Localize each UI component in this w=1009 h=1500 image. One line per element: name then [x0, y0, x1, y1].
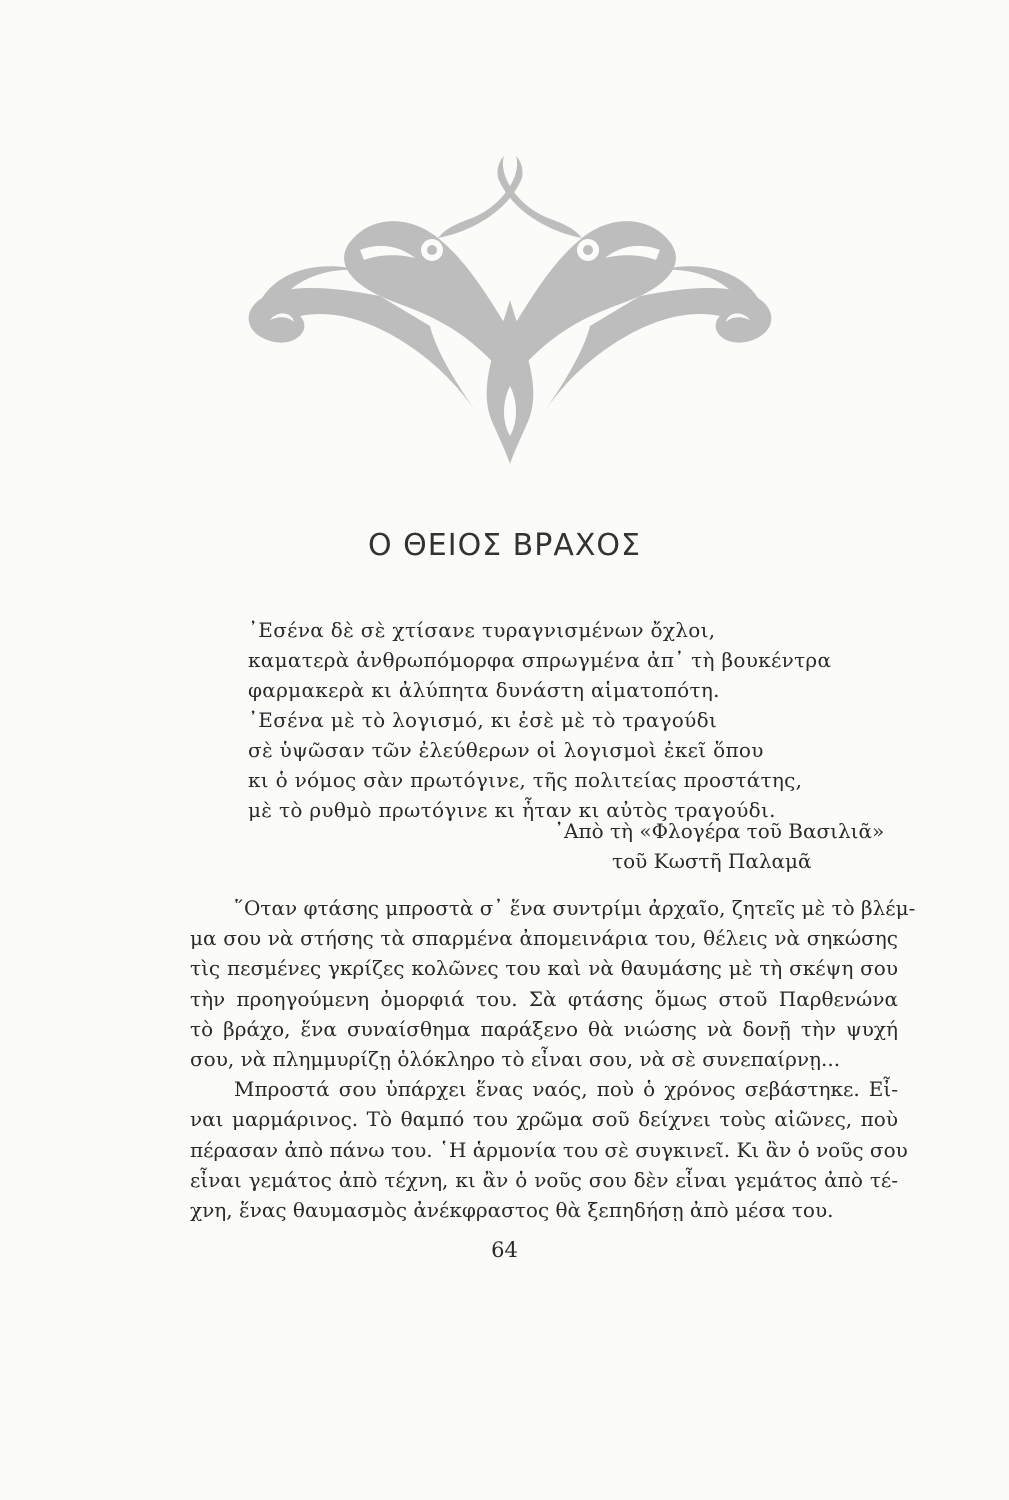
- poem-line: μὲ τὸ ρυθμὸ πρωτόγινε κι ἦταν κι αὐτὸς τραγούδι.: [248, 798, 776, 822]
- poem-line: φαρμακερὰ κι ἀλύπητα δυνάστη αἱματοπότη.: [248, 678, 720, 702]
- symmetric-birds-ornament-icon: [240, 150, 780, 465]
- epigraph-source: ᾿Απὸ τὴ «Φλογέρα τοῦ Βασιλιᾶ»: [554, 819, 885, 843]
- poem-line: καματερὰ ἀνθρωπόμορφα σπρωγμένα ἀπ᾿ τὴ βουκέντρα: [248, 648, 832, 672]
- poem-line: κι ὁ νόμος σὰν πρωτόγινε, τῆς πολιτείας προστάτης,: [248, 768, 803, 792]
- body-line: χνη, ἕνας θαυμασμὸς ἀνέκφραστος θὰ ξεπηδήσῃ ἀπὸ μέσα του.: [190, 1198, 834, 1223]
- body-line: Μπροστά σου ὑπάρχει ἕνας ναός, ποὺ ὁ χρόνος σεβάστηκε. Εἶ-: [234, 1077, 898, 1102]
- body-line: τὴν προηγούμενη ὀμορφιά του. Σὰ φτάσης ὅμως στοῦ Παρθενώνα: [190, 986, 898, 1011]
- body-line: πέρασαν ἀπὸ πάνω του. ῾Η ἁρμονία του σὲ συγκινεῖ. Κι ἂν ὁ νοῦς σου: [190, 1137, 908, 1162]
- body-line: ῞Οταν φτάσης μπροστὰ σ᾿ ἕνα συντρίμι ἀρχαῖο, ζητεῖς μὲ τὸ βλέμ-: [234, 896, 916, 920]
- body-line: μα σου νὰ στήσης τὰ σπαρμένα ἀπομεινάρια του, θέλεις νὰ σηκώσης: [190, 926, 898, 951]
- body-line: τὶς πεσμένες γκρίζες κολῶνες του καὶ νὰ θαυμάσης μὲ τὴ σκέψη σου: [190, 956, 898, 981]
- body-text: [190, 893, 916, 1225]
- body-line: εἶναι γεμάτος ἀπὸ τέχνη, κι ἂν ὁ νοῦς σου δὲν εἶναι γεμάτος ἀπὸ τέ-: [190, 1167, 898, 1192]
- page-title: Ο ΘΕΙΟΣ ΒΡΑΧΟΣ: [368, 528, 641, 563]
- poem-line: σὲ ὑψῶσαν τῶν ἐλεύθερων οἱ λογισμοὶ ἐκεῖ ὅπου: [248, 738, 764, 762]
- body-line: ναι μαρμάρινος. Τὸ θαμπό του χρῶμα σοῦ δείχνει τοὺς αἰῶνες, ποὺ: [190, 1107, 898, 1132]
- poem-line: ᾿Εσένα δὲ σὲ χτίσανε τυραγνισμένων ὄχλοι,: [248, 618, 716, 642]
- epigraph-author: τοῦ Κωστῆ Παλαμᾶ: [612, 849, 812, 873]
- poem-line: ᾿Εσένα μὲ τὸ λογισμό, κι ἐσὲ μὲ τὸ τραγούδι: [248, 708, 718, 732]
- epigraph-poem: [248, 615, 888, 825]
- body-line: τὸ βράχο, ἕνα συναίσθημα παράξενο θὰ νιώσης νὰ δονῇ τὴν ψυχή: [190, 1016, 898, 1041]
- page-number: 64: [491, 1238, 518, 1262]
- body-line: σου, νὰ πλημμυρίζῃ ὁλόκληρο τὸ εἶναι σου, νὰ σὲ συνεπαίρνῃ...: [190, 1047, 841, 1072]
